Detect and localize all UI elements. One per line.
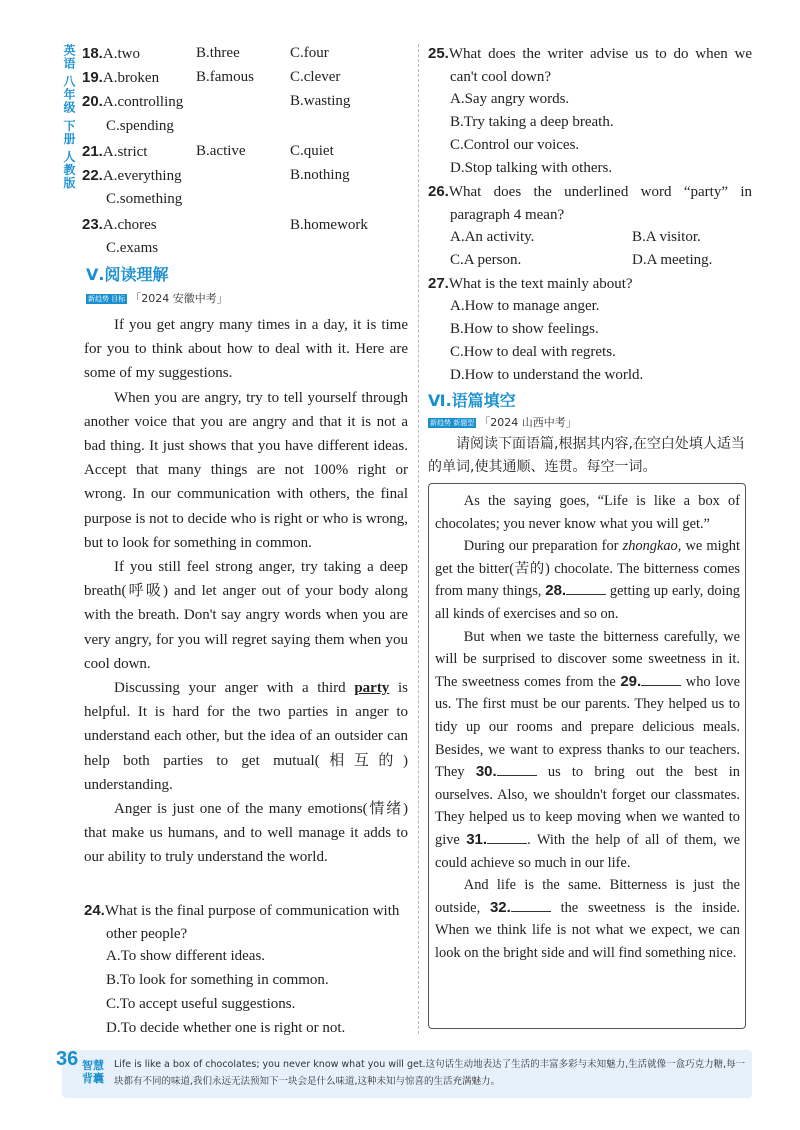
blank-30[interactable] <box>497 761 537 776</box>
q22-row: 22.A.everything <box>82 167 182 184</box>
blank-32[interactable] <box>511 897 551 912</box>
passage-paragraph-2: When you are angry, try to tell yourself through another voice that you are angry and that it is not a bad thing. It just shows that you have different ideas. Accept that many things are not 100% right or wrong. In our communication with others, the final purpose is not to decide who is right or who is wrong, but to look for something in common. <box>84 389 408 551</box>
q26-option-c: C.A person. <box>450 252 522 268</box>
q23-option-a: A.chores <box>102 217 157 233</box>
passage-paragraph-3: If you still feel strong anger, try taking a deep breath(呼吸) and let anger out of your body along with the breath. Don't say angry words when you are very angry, for you will regret saying them when you cool down. <box>84 559 408 672</box>
q27-stem: 27.What is the text mainly about? <box>428 275 633 292</box>
blank-28[interactable] <box>566 580 606 595</box>
q26-option-b: B.A visitor. <box>632 229 701 245</box>
q25-option-c: C.Control our voices. <box>450 137 580 153</box>
q25-option-a: A.Say angry words. <box>450 91 570 107</box>
underlined-word-party: party <box>354 680 390 697</box>
q25-option-d: D.Stop talking with others. <box>450 160 613 176</box>
q27-option-a: A.How to manage anger. <box>450 298 600 314</box>
q19-option-b: B.famous <box>196 69 254 85</box>
q27-option-d: D.How to understand the world. <box>450 367 644 383</box>
cloze-paragraph-3: But when we taste the bitterness carefully, we will be surprised to discover some sweetness in it. The sweetness comes from the 29. who love us. The first must be our parents. They helped us to tidy up our rooms and prepare delicious meals. Besides, we want to express thanks to our teachers. They 30. us to bring out the best in ourselves. Also, we shouldn't forget our classmates. They helped us to keep moving when we wanted to give 31. . With the help of all of them, we could achieve so much in our life. <box>435 628 740 871</box>
q27-option-c: C.How to deal with regrets. <box>450 344 616 360</box>
q18-option-b: B.three <box>196 45 240 61</box>
q19-option-c: C.clever <box>290 69 341 85</box>
section-5-title: Ⅴ.阅读理解 <box>86 265 169 284</box>
q22-option-c: C.something <box>106 191 183 207</box>
passage-paragraph-5: Anger is just one of the many emotions(情绪) that make us humans, and to well manage it adds to our ability to truly understand the world. <box>84 801 408 866</box>
column-divider <box>418 44 419 1034</box>
blank-31[interactable] <box>487 829 527 844</box>
q26-stem: 26.What does the underlined word “party” in paragraph 4 mean? <box>428 183 752 223</box>
q21-row: 21.A.strict <box>82 143 148 160</box>
cloze-paragraph-4: And life is the same. Bitterness is just the outside, 32. the sweetness is the inside. When we think life is not what we expect, we can look on the bright side and will find something nice. <box>435 877 740 961</box>
q27-option-b: B.How to show feelings. <box>450 321 599 337</box>
q26-option-a: A.An activity. <box>450 229 535 245</box>
q25-stem: 25.What does the writer advise us to do when we can't cool down? <box>428 45 752 85</box>
q21-option-a: A.strict <box>102 144 148 160</box>
passage-paragraph-4: Discussing your anger with a third party is helpful. It is hard for the two parties in anger to understand each other, but the idea of an outsider can help both parties to get mutual(相互的) understanding. <box>84 680 408 793</box>
source-tag: 新趋势 新题型 <box>430 419 475 427</box>
blank-29[interactable] <box>641 671 681 686</box>
passage-paragraph-1: If you get angry many times in a day, it is time for you to think about how to deal with it. Here are some of my suggestions. <box>84 317 408 382</box>
q22-option-b: B.nothing <box>290 167 350 183</box>
q24-option-d: D.To decide whether one is right or not. <box>106 1020 346 1036</box>
q19-option-a: A.broken <box>102 70 160 86</box>
q22-option-a: A.everything <box>102 168 182 184</box>
q24-option-a: A.To show different ideas. <box>106 948 266 964</box>
q20-option-a: A.controlling <box>102 94 184 110</box>
section-6-source: 新趋势 新题型 「2024 山西中考」 <box>430 416 577 429</box>
q26-option-d: D.A meeting. <box>632 252 713 268</box>
reading-passage <box>84 313 408 870</box>
q20-option-b: B.wasting <box>290 93 351 109</box>
q18-row: 18.A.two <box>82 45 140 62</box>
q21-option-c: C.quiet <box>290 143 334 159</box>
q24-option-b: B.To look for something in common. <box>106 972 329 988</box>
footer-badge: 智慧背囊 <box>82 1059 104 1085</box>
cloze-paragraph-2: During our preparation for zhongkao, we might get the bitter(苦的) chocolate. The bitterness comes from many things, 28. getting up early, doing all kinds of exercises and so on. <box>435 538 740 622</box>
side-label: 英语 八年级 下册 人教版 <box>62 44 76 190</box>
q23-row: 23.A.chores <box>82 216 157 233</box>
q25-option-b: B.Try taking a deep breath. <box>450 114 614 130</box>
q23-option-c: C.exams <box>106 240 159 256</box>
section-6-instruction: 请阅读下面语篇,根据其内容,在空白处填人适当的单词,使其通顺、连贯。每空一词。 <box>428 436 745 475</box>
q21-option-b: B.active <box>196 143 246 159</box>
q24-stem: 24.What is the final purpose of communication with other people? <box>84 902 400 942</box>
section-5-source: 新趋势 目标 「2024 安徽中考」 <box>88 292 228 305</box>
q18-option-c: C.four <box>290 45 329 61</box>
q19-row: 19.A.broken <box>82 69 160 86</box>
section-6-title: Ⅵ.语篇填空 <box>428 391 516 410</box>
cloze-paragraph-1: As the saying goes, “Life is like a box of chocolates; you never know what you will get.” <box>435 493 740 532</box>
q20-row: 20.A.controlling <box>82 93 184 110</box>
q24-option-c: C.To accept useful suggestions. <box>106 996 296 1012</box>
q18-option-a: A.two <box>102 46 140 62</box>
footer-tip-text: Life is like a box of chocolates; you never know what you will get.这句话生动地表达了生活的丰富多彩与未知魅力,生活就像一盒巧克力糖,每一块都有不同的味道,我们永远无法预知下一块会是什么味道,这种未知与惊喜的生活充满魅力。 <box>114 1059 746 1087</box>
source-tag: 新趋势 目标 <box>88 295 126 303</box>
q20-option-c: C.spending <box>106 118 174 134</box>
q23-option-b: B.homework <box>290 217 368 233</box>
cloze-passage-box <box>428 483 746 1029</box>
page-number: 36 <box>56 1048 79 1070</box>
